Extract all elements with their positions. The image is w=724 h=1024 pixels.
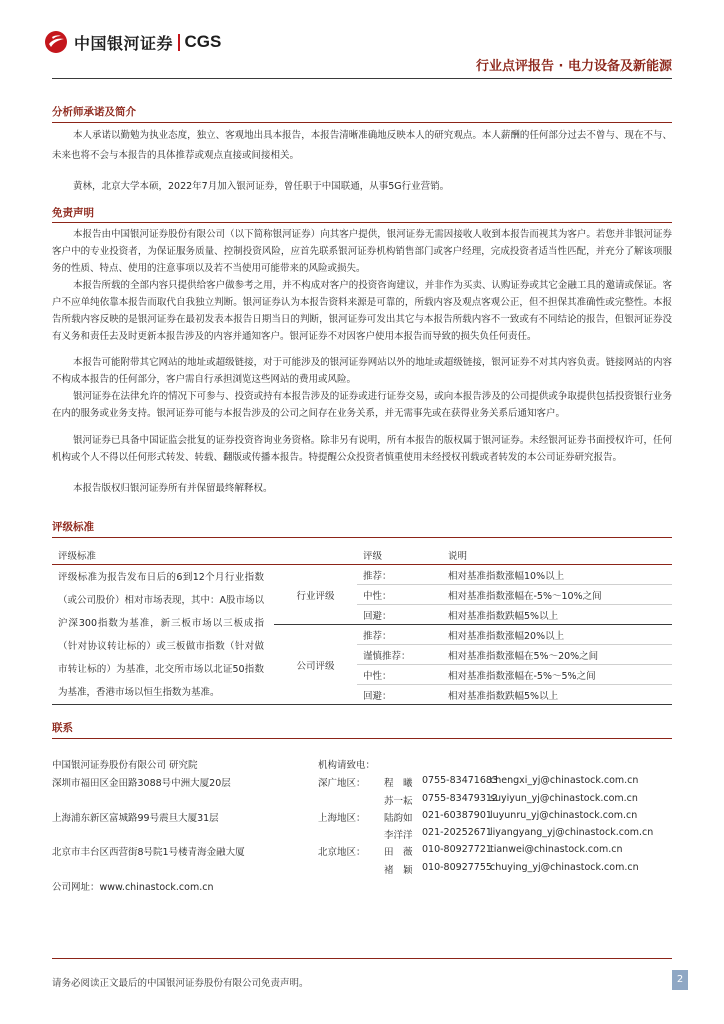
rating-level: 中性： (357, 665, 442, 685)
contact-name: 程 曦 (384, 778, 413, 789)
disclaimer-section-rule (52, 222, 672, 223)
disclaimer-paragraph-5: 银河证券已具备中国证监会批复的证券投资咨询业务资格。除非另有说明，所有本报告的版权属于银河证券。未经银河证券书面授权许可，任何机构或个人不得以任何形式转发、转载、翻版或传播本报告。特提醒公众投资者慎重使用未经授权刊载或者转发的本公司证券研究报告。 (52, 435, 672, 463)
contact-section-title: 联系 (52, 722, 73, 734)
contact-name: 田 薇 (384, 847, 413, 858)
contact-email-link[interactable]: chuying_yj@chinastock.com.cn (490, 862, 639, 873)
rating-level: 谨慎推荐： (357, 645, 442, 665)
header-rule (52, 78, 672, 79)
analyst-section-rule (52, 122, 672, 123)
logo-divider (178, 34, 180, 51)
disclaimer-paragraph-3: 本报告可能附带其它网站的地址或超级链接，对于可能涉及的银河证券网站以外的地址或超级链接，银河证券不对其内容负责。链接网站的内容不构成本报告的任何部分，客户需自行承担浏览这些网站的费用或风险。 (52, 357, 672, 385)
analyst-bio-paragraph: 黄林，北京大学本硕，2022年7月加入银河证券，曾任职于中国联通，从事5G行业营销。 (73, 181, 450, 192)
contact-phone: 010-80927755 (422, 862, 492, 873)
industry-rating-category: 行业评级 (274, 565, 357, 625)
company-rating-category: 公司评级 (274, 625, 357, 705)
sales-contact-label: 机构请致电： (318, 760, 376, 771)
contact-name: 褚 颖 (384, 865, 413, 876)
rating-section-title: 评级标准 (52, 521, 94, 533)
rating-level: 中性： (357, 585, 442, 605)
contact-name: 李洋洋 (384, 830, 413, 841)
rating-level-desc: 相对基准指数涨幅在-5%～5%之间 (442, 665, 672, 685)
rating-level-desc: 相对基准指数涨幅20%以上 (442, 625, 672, 645)
rating-section-rule (52, 537, 672, 538)
region-label: 深广地区： (318, 778, 366, 789)
rating-level: 回避： (357, 605, 442, 625)
contact-phone: 010-80927721 (422, 844, 492, 855)
rating-level: 推荐： (357, 625, 442, 645)
disclaimer-paragraph-4: 银河证券在法律允许的情况下可参与、投资或持有本报告涉及的证券或进行证券交易，或向本报告涉及的公司提供或争取提供包括投资银行业务在内的服务或业务支持。银河证券可能与本报告涉及的公司之间存在业务关系，并无需事先或在获得业务关系后通知客户。 (52, 391, 672, 419)
company-research-name: 中国银河证券股份有限公司 研究院 (52, 760, 198, 771)
disclaimer-paragraph-6: 本报告版权归银河证券所有并保留最终解释权。 (73, 483, 273, 494)
logo-chinese-name: 中国银河证券 (74, 33, 174, 53)
company-logo (44, 30, 221, 54)
contact-name: 陆韵如 (384, 813, 413, 824)
rating-table-header (52, 545, 672, 565)
rating-level: 推荐： (357, 565, 442, 585)
region-label: 北京地区： (318, 847, 366, 858)
rating-header-level: 评级 (357, 545, 442, 565)
contact-email-link[interactable]: suyiyun_yj@chinastock.com.cn (490, 793, 638, 804)
rating-level-desc: 相对基准指数涨幅在-5%～10%之间 (442, 585, 672, 605)
disclaimer-paragraph-2: 本报告所载的全部内容只提供给客户做参考之用，并不构成对客户的投资咨询建议，并非作为买卖、认购证券或其它金融工具的邀请或保证。客户不应单纯依靠本报告而取代自我独立判断。银河证券认为本报告资料来源是可靠的，所载内容及观点客观公正，但不担保其准确性或完整性。本报告所载内容反映的是银河证券在最初发表本报告日期当日的判断，银河证券可发出其它与本报告所载内容不一致或有不同结论的报告，但银河证券没有义务和责任去及时更新本报告涉及的内容并通知客户。银河证券不对因客户使用本报告而导致的损失负任何责任。 (52, 280, 672, 342)
analyst-commitment-paragraph: 本人承诺以勤勉为执业态度，独立、客观地出具本报告，本报告清晰准确地反映本人的研究观点。本人薪酬的任何部分过去不曾与、现在不与、未来也将不会与本报告的具体推荐或观点直接或间接相关。 (52, 130, 672, 161)
galaxy-logo-icon (44, 30, 68, 54)
rating-header-desc: 说明 (442, 545, 672, 565)
contact-email-link[interactable]: tianwei@chinastock.com.cn (490, 844, 623, 855)
page-number-badge: 2 (672, 970, 688, 990)
disclaimer-paragraph-1: 本报告由中国银河证券股份有限公司（以下简称银河证券）向其客户提供，银河证券无需因接收人收到本报告而视其为客户。若您并非银河证券客户中的专业投资者，为保证服务质量、控制投资风险，应首先联系银河证券机构销售部门或客户经理，完成投资者适当性匹配，并充分了解该项服务的性质、特点、使用的注意事项以及若不当使用可能带来的风险或损失。 (52, 229, 672, 274)
address-shenzhen: 深圳市福田区金田路3088号中洲大厦20层 (52, 778, 231, 789)
region-label: 上海地区： (318, 813, 366, 824)
logo-english-name: CGS (184, 32, 222, 51)
contact-phone: 021-60387901 (422, 810, 492, 821)
rating-table (52, 545, 672, 705)
rating-level-desc: 相对基准指数涨幅10%以上 (442, 565, 672, 585)
contact-section-rule (52, 738, 672, 739)
rating-level-desc: 相对基准指数跌幅5%以上 (442, 605, 672, 625)
rating-header-standard: 评级标准 (52, 545, 274, 565)
contact-phone: 021-20252671 (422, 827, 492, 838)
report-type-label: 行业点评报告 · 电力设备及新能源 (476, 59, 672, 74)
contact-phone: 0755-83479312 (422, 793, 498, 804)
rating-standard-description: 评级标准为报告发布日后的6到12个月行业指数（或公司股价）相对市场表现，其中：A股市场以沪深300指数为基准，新三板市场以三板成指（针对协议转让标的）或三板做市指数（针对做市转让标的）为基准，北交所市场以北证50指数为基准，香港市场以恒生指数为基准。 (52, 565, 274, 705)
contact-email-link[interactable]: chengxi_yj@chinastock.com.cn (490, 775, 639, 786)
rating-level-desc: 相对基准指数涨幅在5%～20%之间 (442, 645, 672, 665)
address-shanghai: 上海浦东新区富城路99号震旦大厦31层 (52, 813, 219, 824)
address-beijing: 北京市丰台区西营街8号院1号楼青海金融大厦 (52, 847, 245, 858)
contact-email-link[interactable]: liyangyang_yj@chinastock.com.cn (490, 827, 654, 838)
rating-level: 回避： (357, 685, 442, 705)
footer-rule (52, 958, 672, 959)
contact-email-link[interactable]: luyunru_yj@chinastock.com.cn (490, 810, 638, 821)
rating-level-desc: 相对基准指数跌幅5%以上 (442, 685, 672, 705)
footer-disclaimer-note: 请务必阅读正文最后的中国银河证券股份有限公司免责声明。 (52, 978, 309, 989)
company-website-link[interactable]: 公司网址：www.chinastock.com.cn (52, 882, 214, 893)
disclaimer-section-title: 免责声明 (52, 207, 94, 219)
analyst-section-title: 分析师承诺及简介 (52, 106, 136, 118)
contact-phone: 0755-83471683 (422, 775, 498, 786)
contact-name: 苏一耘 (384, 796, 413, 807)
table-row (52, 565, 672, 585)
